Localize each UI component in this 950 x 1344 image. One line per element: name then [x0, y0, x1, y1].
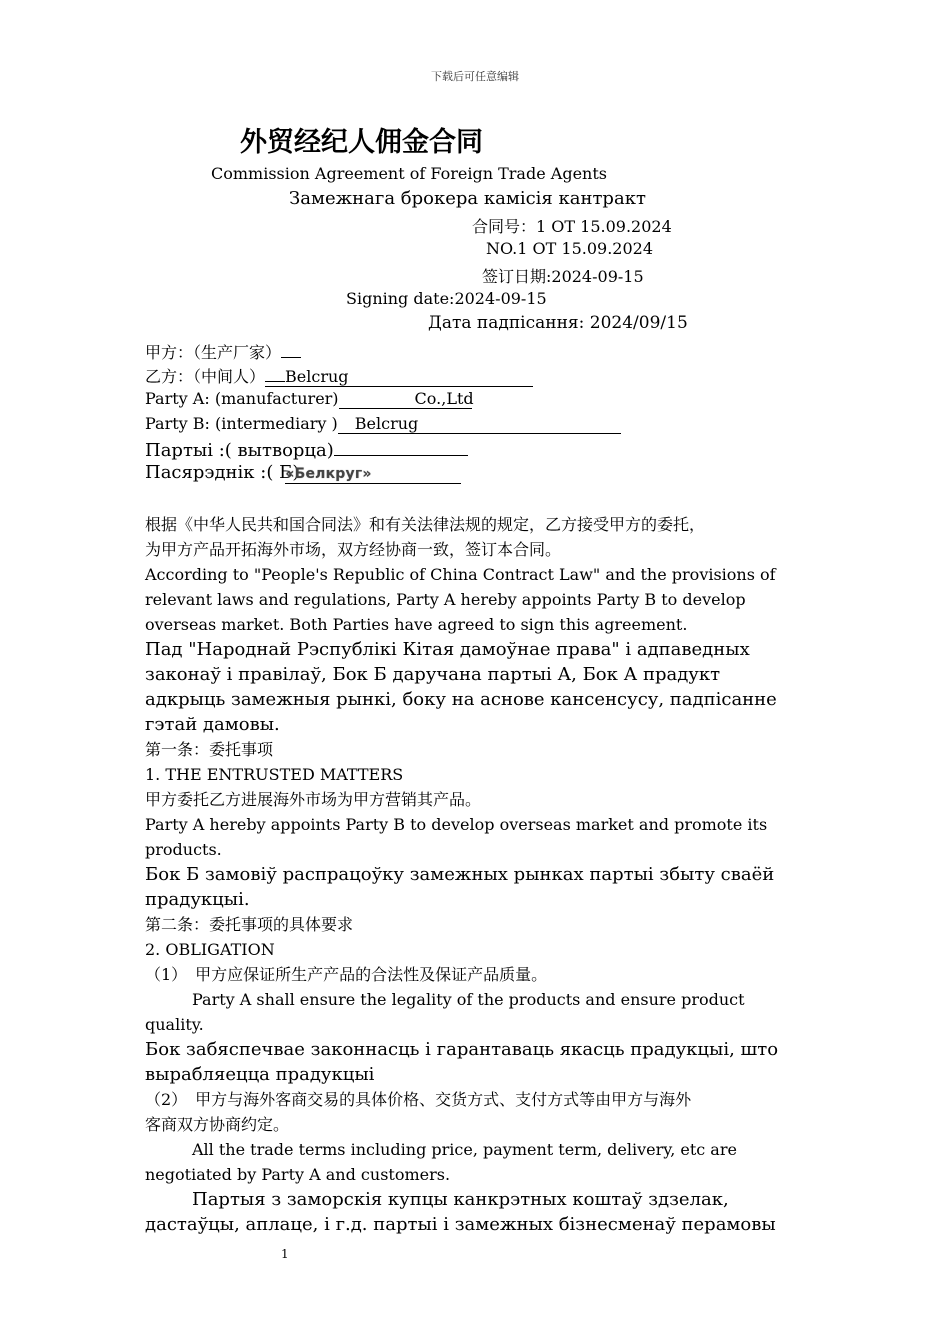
paragraph-line: прадукцыі. [145, 889, 250, 910]
document-title-zh: 外贸经纪人佣金合同 [240, 127, 483, 158]
paragraph-en [145, 987, 810, 1037]
paragraph-by [145, 1187, 810, 1237]
paragraph-line: 2. OBLIGATION [145, 940, 275, 959]
contract-number-en: NO.1 OT 15.09.2024 [486, 239, 654, 258]
party-a-en [145, 389, 472, 409]
party-b-by-value [285, 462, 461, 484]
party-b-en [145, 414, 621, 434]
company-stamp: «Белкруг» [285, 466, 372, 482]
paragraph-line: Party A hereby appoints Party B to develop overseas market and promote its [145, 815, 768, 834]
signing-date-en: Signing date:2024-09-15 [346, 289, 547, 308]
party-a-en-label: Party A: (manufacturer) [145, 389, 339, 408]
party-b-en-value: Belcrug [338, 414, 621, 434]
paragraph-line: （1） 甲方应保证所生产产品的合法性及保证产品质量。 [145, 965, 548, 984]
paragraph-line: 为甲方产品开拓海外市场，双方经协商一致，签订本合同。 [145, 540, 562, 559]
paragraph-line: гэтай дамовы. [145, 714, 280, 735]
paragraph-en [145, 1137, 810, 1187]
header-note: 下载后可任意编辑 [431, 70, 519, 83]
party-a-zh-label: 甲方：（生产厂家） [145, 343, 282, 362]
document-title-en: Commission Agreement of Foreign Trade Agents [211, 164, 607, 183]
paragraph-line: Party A shall ensure the legality of the products and ensure product [192, 990, 745, 1009]
paragraph-line: 第二条：委托事项的具体要求 [145, 915, 354, 934]
paragraph-line: Партыя з заморскія купцы канкрэтных коштаў здзелак, [192, 1189, 729, 1210]
signing-date-zh: 签订日期:2024-09-15 [482, 267, 644, 286]
paragraph-line: законаў і правілаў, Бок Б даручана партыі А, Бок А прадукт [145, 664, 721, 685]
contract-body [145, 512, 810, 1237]
paragraph-zh [145, 1087, 810, 1137]
paragraph-line: products. [145, 840, 222, 859]
party-b-by [145, 462, 461, 484]
paragraph-line: 第一条：委托事项 [145, 740, 274, 759]
paragraph-line: вырабляецца прадукцыі [145, 1064, 375, 1085]
paragraph-zh [145, 787, 810, 812]
paragraph-line: Бок забяспечвае законнасць і гарантаваць якасць прадукцыі, што [145, 1039, 779, 1060]
page-number: 1 [281, 1247, 289, 1261]
paragraph-line: 甲方委托乙方进展海外市场为甲方营销其产品。 [145, 790, 482, 809]
party-b-by-label: Пасярэднік :( Б) [145, 462, 300, 483]
paragraph-line: 1. THE ENTRUSTED MATTERS [145, 765, 404, 784]
paragraph-line: Пад "Народнай Рэспублікі Кітая дамоўнае права" і адпаведных [145, 639, 750, 660]
paragraph-zh [145, 912, 810, 937]
contract-number-zh: 合同号：1 OT 15.09.2024 [472, 217, 672, 236]
paragraph-en [145, 812, 810, 862]
party-a-zh [145, 340, 301, 363]
paragraph-zh [145, 512, 810, 562]
paragraph-by [145, 637, 810, 737]
party-a-zh-blank [281, 341, 301, 358]
paragraph-line: （2） 甲方与海外客商交易的具体价格、交货方式、支付方式等由甲方与海外 [145, 1090, 692, 1109]
paragraph-line: All the trade terms including price, payment term, delivery, etc are [192, 1140, 737, 1159]
paragraph-line: relevant laws and regulations, Party A hereby appoints Party B to develop [145, 590, 746, 609]
paragraph-line: overseas market. Both Parties have agreed to sign this agreement. [145, 615, 688, 634]
paragraph-line: Бок Б замовіў распрацоўку замежных рынках партыі збыту сваёй [145, 864, 775, 885]
paragraph-en [145, 937, 810, 962]
party-b-zh-label: 乙方：（中间人） [145, 367, 266, 386]
paragraph-zh [145, 737, 810, 762]
party-a-by-label: Партыі :( вытворца) [145, 440, 334, 461]
paragraph-by [145, 862, 810, 912]
paragraph-by [145, 1037, 810, 1087]
paragraph-line: адкрыць замежныя рынкі, боку на аснове кансенсусу, падпісанне [145, 689, 777, 710]
signing-date-by: Дата падпісання: 2024/09/15 [428, 313, 688, 333]
paragraph-line: According to "People's Republic of China Contract Law" and the provisions of [145, 565, 776, 584]
party-a-by-blank [334, 437, 468, 456]
paragraph-line: 客商双方协商约定。 [145, 1115, 290, 1134]
paragraph-zh [145, 962, 810, 987]
paragraph-en [145, 562, 810, 637]
paragraph-line: 根据《中华人民共和国合同法》和有关法律法规的规定，乙方接受甲方的委托， [145, 515, 706, 534]
party-b-zh-value: Belcrug [265, 367, 533, 387]
party-a-en-value: Co.,Ltd [339, 389, 472, 409]
paragraph-line: дастаўцы, аплаце, і г.д. партыі і замежных бізнесменаў перамовы [145, 1214, 776, 1235]
paragraph-line: quality. [145, 1015, 204, 1034]
party-b-zh [145, 364, 533, 387]
paragraph-line: negotiated by Party A and customers. [145, 1165, 451, 1184]
document-title-by: Замежнага брокера камісія кантракт [289, 188, 646, 209]
party-a-by [145, 437, 468, 461]
party-b-en-label: Party B: (intermediary ) [145, 414, 338, 433]
paragraph-en [145, 762, 810, 787]
